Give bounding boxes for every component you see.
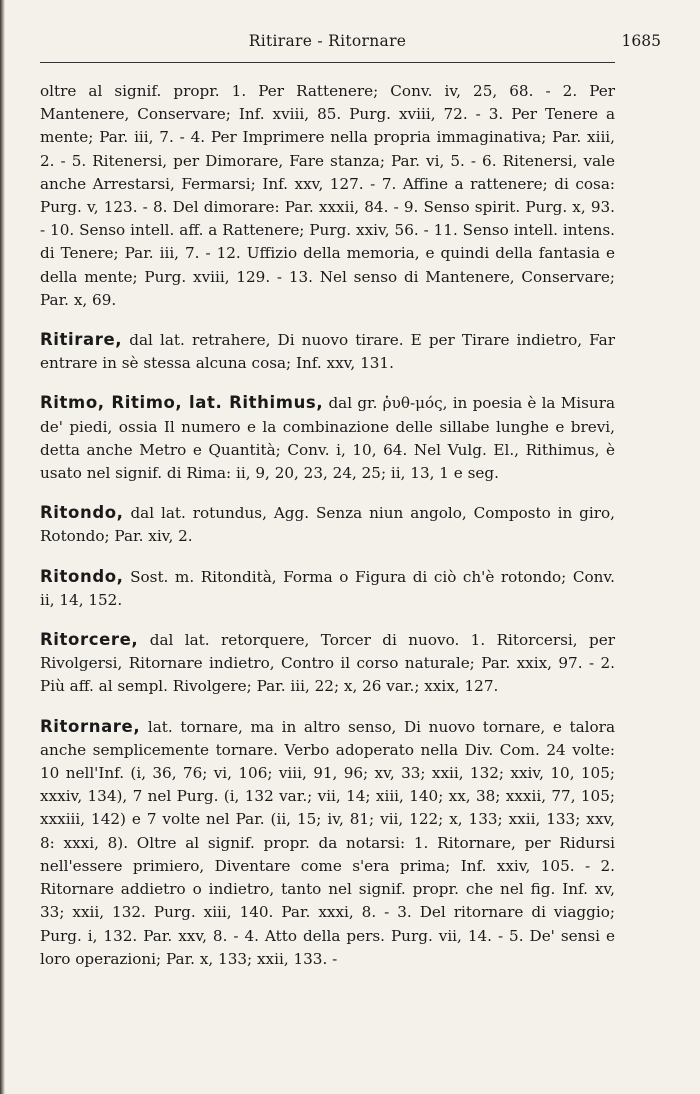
entry-ritmo — [40, 391, 615, 485]
running-title: Ritirare - Ritornare — [248, 32, 407, 50]
entry-ritondo-sost — [40, 565, 615, 612]
page-binding-shadow — [0, 0, 5, 1094]
entry-text: dal lat. retorquere, Torcer di nuovo. 1. Ritorcersi, per Rivolgersi, Ritornare indietro, Contro il corso naturale; Par. xxix, 97. - 2. Più aff. al sempl. Rivolgere; Par. iii, 22; x, 26 var.; xxix, 127. — [40, 631, 616, 696]
entry-ritorcere — [40, 628, 615, 699]
page-number: 1685 — [621, 32, 661, 50]
header-rule — [40, 62, 615, 63]
entry-text: Sost. m. Ritondità, Forma o Figura di ciò ch'è rotondo; Conv. ii, 14, 152. — [40, 567, 615, 609]
entry-headword: Ritmo, Ritimo, lat. Rithimus, — [40, 393, 324, 413]
entry-headword: Ritondo, — [40, 566, 124, 586]
page-body — [40, 80, 615, 987]
entry-text: dal lat. rotundus, Agg. Senza niun angolo, Composto in giro, Rotondo; Par. xiv, 2. — [40, 504, 615, 546]
entry-text: lat. tornare, ma in altro senso, Di nuovo tornare, e talora anche semplicemente tornare. Verbo adoperato nella Div. Com. 24 volte: 10 nell'Inf. (i, 36, 76; vi, 106; viii, 91, 96; xv, 33; xxii, 132; xxiv, 10, 105; xxxiv, 134), 7 nel Purg. (i, 132 var.; vii, 14; xiii, 140; xx, 38; xxxii, 77, 105; xxxiii, 142) e 7 volte nel Par. (ii, 15; iv, 81; vii, 122; x, 133; xxii, 133; xxv, 8: xxxi, 8). Oltre al signif. propr. da notarsi: 1. Ritornare, per Ridursi nell'essere primiero, Diventare come s'era prima; Inf. xxiv, 105. - 2. Ritornare addietro o indietro, tanto nel signif. propr. che nel fig. Inf. xv, 33; xxii, 132. Purg. xiii, 140. Par. xxxi, 8. - 3. Del ritornare di viaggio; Purg. i, 132. Par. xxv, 8. - 4. Atto della pers. Purg. vii, 14. - 5. De' sensi e loro operazioni; Par. x, 133; xxii, 133. - — [40, 717, 615, 968]
entry-headword: Ritornare, — [40, 716, 141, 736]
entry-text: dal lat. retrahere, Di nuovo tirare. E per Tirare indietro, Far entrare in sè stessa alcuna cosa; Inf. xxv, 131. — [40, 331, 615, 373]
running-header — [40, 32, 661, 58]
entry-headword: Ritirare, — [40, 330, 123, 350]
entry-headword: Ritorcere, — [40, 630, 139, 650]
entry-text: dal gr. ῥυθ-μός, in poesia è la Misura de' piedi, ossia Il numero e la combinazione delle sillabe lunghe e brevi, detta anche Metro e Quantità; Conv. i, 10, 64. Nel Vulg. El., Rithimus, è usato nel signif. di Rima: ii, 9, 20, 23, 24, 25; ii, 13, 1 e seg. — [40, 394, 616, 483]
entry-text: oltre al signif. propr. 1. Per Rattenere; Conv. iv, 25, 68. - 2. Per Mantenere, Conservare; Inf. xviii, 85. Purg. xviii, 72. - 3. Per Tenere a mente; Par. iii, 7. - 4. Per Imprimere nella propria immaginativa; Par. xiii, 2. - 5. Ritenersi, per Dimorare, Fare stanza; Par. vi, 5. - 6. Ritenersi, vale anche Arrestarsi, Fermarsi; Inf. xxv, 127. - 7. Affine a rattenere; di cosa: Purg. v, 123. - 8. Del dimorare: Par. xxxii, 84. - 9. Senso spirit. Purg. x, 93. - 10. Senso intell. aff. a Rattenere; Purg. xxiv, 56. - 11. Senso intell. intens. di Tenere; Par. iii, 7. - 12. Uffizio della memoria, e quindi della fantasia e della mente; Purg. xviii, 129. - 13. Nel senso di Mantenere, Conservare; Par. x, 69. — [40, 82, 615, 309]
entry-ritondo-agg — [40, 501, 615, 548]
entry-ritirare — [40, 328, 615, 375]
entry-headword: Ritondo, — [40, 503, 124, 523]
entry-continuation — [40, 80, 615, 312]
entry-ritornare — [40, 715, 615, 971]
